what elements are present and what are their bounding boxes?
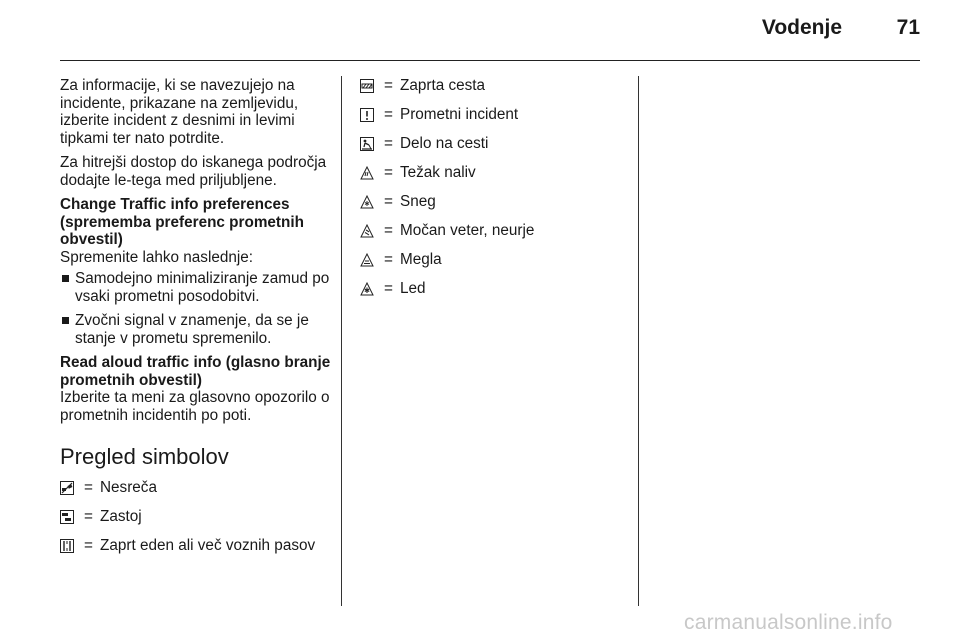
equals-sign: = — [384, 251, 393, 268]
equals-sign: = — [384, 135, 393, 152]
bullet-square-icon — [62, 317, 69, 324]
symbol-row — [360, 280, 630, 309]
symbol-label: Nesreča — [100, 479, 157, 496]
symbol-row — [360, 193, 630, 222]
section-title: Pregled simbolov — [60, 444, 229, 469]
heavy-rain-icon — [360, 166, 374, 180]
symbol-label: Zaprta cesta — [400, 77, 486, 94]
left-column — [60, 77, 332, 566]
symbol-row — [360, 164, 630, 193]
symbol-label: Megla — [400, 251, 442, 268]
intro-paragraph: Za hitrejši dostop do iskanega področja dodajte le-tega med priljubljene. — [60, 154, 327, 189]
middle-column — [360, 77, 630, 309]
strong-wind-icon — [360, 224, 374, 238]
change-prefs-text: Spremenite lahko naslednje: — [60, 248, 254, 266]
fog-icon — [360, 253, 374, 267]
symbol-label: Močan veter, neurje — [400, 222, 535, 239]
symbol-row — [360, 106, 630, 135]
symbol-label: Delo na cesti — [400, 135, 489, 152]
bullet-square-icon — [62, 275, 69, 282]
roadworks-icon — [360, 137, 374, 151]
page-number: 71 — [896, 16, 920, 39]
symbol-row — [360, 222, 630, 251]
traffic-incident-icon — [360, 108, 374, 122]
watermark: carmanualsonline.info — [684, 611, 893, 634]
list-item: Zvočni signal v znamenje, da se je stanje v prometu spremenilo. — [60, 312, 332, 347]
symbol-label: Prometni incident — [400, 106, 519, 123]
equals-sign: = — [384, 77, 393, 94]
symbol-row — [60, 508, 332, 537]
read-aloud-text: Izberite ta meni za glasovno opozorilo o prometnih incidentih po poti. — [60, 389, 330, 424]
equals-sign: = — [384, 193, 393, 210]
read-aloud-heading: Read aloud traffic info (glasno branje prometnih obvestil) — [60, 354, 331, 389]
equals-sign: = — [384, 106, 393, 123]
symbol-label: Zaprt eden ali več voznih pasov — [100, 537, 316, 554]
column-divider-right — [638, 76, 639, 606]
column-divider-left — [341, 76, 342, 606]
page-header — [60, 0, 920, 62]
equals-sign: = — [384, 222, 393, 239]
equals-sign: = — [84, 537, 93, 554]
symbol-row — [360, 251, 630, 280]
traffic-jam-icon — [60, 510, 74, 524]
change-prefs-list — [60, 270, 332, 347]
symbol-label: Težak naliv — [400, 164, 476, 181]
symbol-label: Led — [400, 280, 426, 297]
lane-closed-icon — [60, 539, 74, 553]
equals-sign: = — [84, 479, 93, 496]
symbol-label: Sneg — [400, 193, 436, 210]
symbol-row — [360, 135, 630, 164]
snow-icon — [360, 195, 374, 209]
equals-sign: = — [384, 164, 393, 181]
accident-icon — [60, 481, 74, 495]
equals-sign: = — [84, 508, 93, 525]
ice-icon — [360, 282, 374, 296]
change-prefs-heading: Change Traffic info preferences (sprememba preferenc prometnih obvestil) — [60, 196, 304, 248]
symbol-row — [360, 77, 630, 106]
symbol-label: Zastoj — [100, 508, 142, 525]
symbol-row — [60, 537, 332, 566]
list-item: Samodejno minimaliziranje zamud po vsaki prometni posodobitvi. — [60, 270, 332, 305]
section-name: Vodenje — [761, 16, 842, 39]
road-closed-icon — [360, 79, 374, 93]
equals-sign: = — [384, 280, 393, 297]
header-divider — [60, 60, 920, 61]
symbol-row — [60, 479, 332, 508]
intro-paragraph: Za informacije, ki se navezujejo na incidente, prikazane na zemljevidu, izberite incident z desnimi in levimi tipkami ter nato potrdite. — [60, 77, 299, 147]
